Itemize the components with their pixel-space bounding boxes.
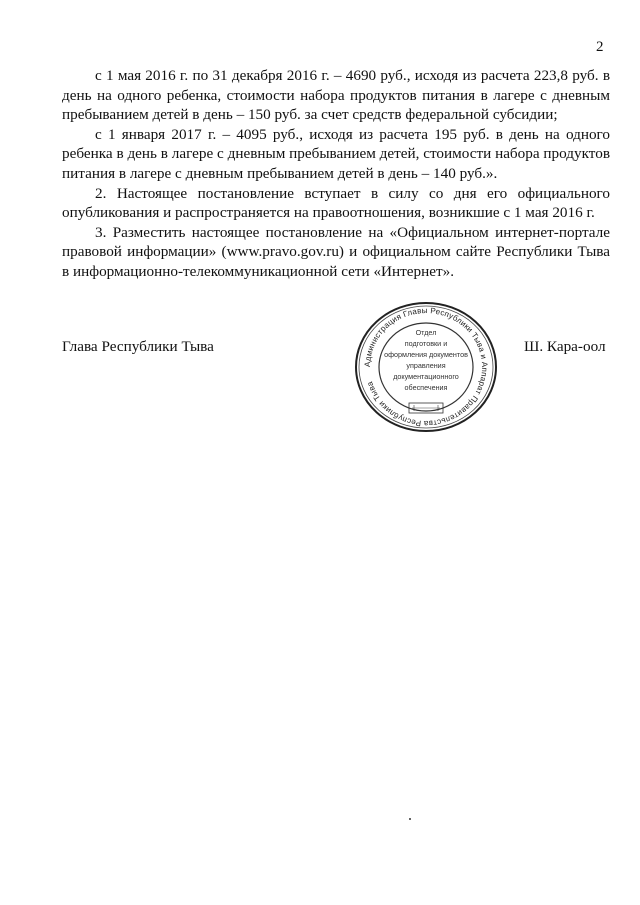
stamp-center-line: управления <box>406 361 446 370</box>
signature-name: Ш. Кара-оол <box>524 338 606 355</box>
official-stamp <box>351 300 501 434</box>
stamp-center-line: документационного <box>393 372 459 381</box>
stamp-center-line: обеспечения <box>404 383 448 392</box>
page-number: 2 <box>596 39 604 55</box>
scan-dot <box>409 818 411 820</box>
paragraph-subsidy-2016: с 1 мая 2016 г. по 31 декабря 2016 г. – 4690 руб., исходя из расчета 223,8 руб. в день на одного ребенка, стоимости набора продуктов питания в лагере с дневным пребыванием детей в день – 150 руб. за счет средств федеральной субсидии; <box>62 67 610 124</box>
stamp-center-line: подготовки и <box>404 339 448 348</box>
paragraph-subsidy-2017: с 1 января 2017 г. – 4095 руб., исходя из расчета 195 руб. в день на одного ребенка в день в лагере с дневным пребыванием детей, стоимости набора продуктов питания в лагере с дневным пребыванием детей в день – 140 руб.». <box>62 125 610 182</box>
paragraph-effective-date: 2. Настоящее постановление вступает в силу со дня его официального опубликования и распространяется на правоотношения, возникшие с 1 мая 2016 г. <box>62 184 610 222</box>
stamp-center-line: оформления документов <box>384 350 468 359</box>
document-body <box>62 66 610 282</box>
paragraph-publication: 3. Разместить настоящее постановление на «Официальном интернет-портале правовой информации» (www.pravo.gov.ru) и официальном сайте Республики Тыва в информационно-телекоммуникационной сети «Интернет». <box>62 223 610 280</box>
stamp-ring-text: Администрация Главы Республики Тыва и Аппарат Правительства Республики Тыва <box>362 305 490 429</box>
signature-title: Глава Республики Тыва <box>62 338 214 355</box>
stamp-center-line: Отдел <box>415 328 437 337</box>
